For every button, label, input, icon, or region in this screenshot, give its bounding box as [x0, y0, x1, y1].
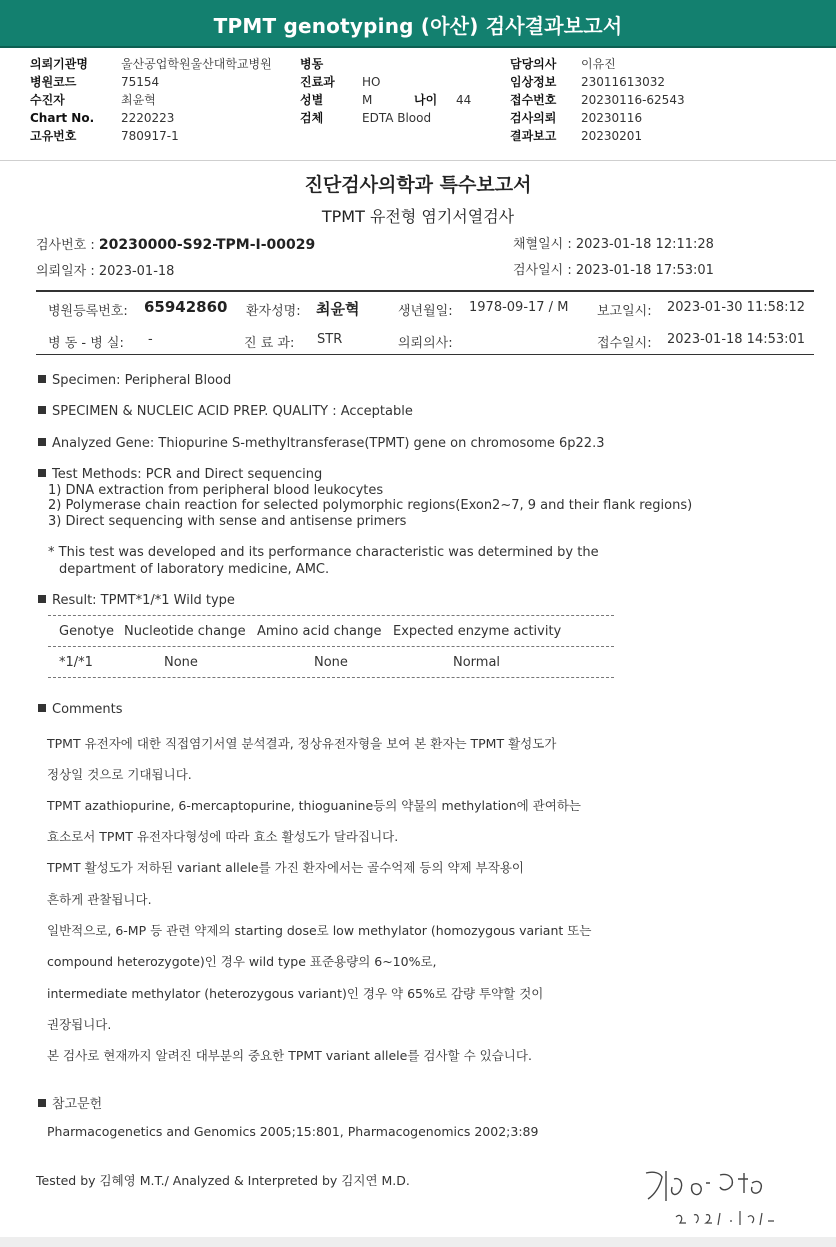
gene-section: [38, 436, 604, 451]
reg-no-value: 65942860: [144, 298, 228, 316]
receipt-no-value: 20230116-62543: [581, 93, 685, 107]
receipt-time-label: 접수일시:: [597, 336, 652, 351]
dept-label-top: 진료과: [300, 75, 335, 89]
report-title: TPMT genotyping (아산) 검사결과보고서: [213, 14, 623, 38]
report-subheading: TPMT 유전형 염기서열검사: [321, 207, 515, 226]
patient-box-bottom-line: [36, 354, 814, 355]
result-report-label: 결과보고: [510, 129, 557, 143]
comment-line: TPMT 활성도가 저하된 variant allele를 가진 환자에서는 골수억제 등의 약제 부작용이: [47, 860, 524, 875]
birth-value: 1978-09-17 / M: [469, 300, 569, 315]
report-title-bar: [0, 0, 836, 48]
comment-line: 본 검사로 현재까지 알려진 대부분의 중요한 TPMT variant allele를 검사할 수 있습니다.: [47, 1048, 532, 1063]
name-label: 환자성명:: [246, 304, 301, 319]
exam-number-value: 20230000-S92-TPM-I-00029: [98, 237, 316, 253]
age-label: 나이: [414, 93, 438, 107]
clinical-info-value: 23011613032: [581, 75, 665, 89]
result-amino-value: None: [314, 655, 348, 670]
dept-label: 진 료 과:: [244, 336, 295, 351]
org-value: 울산공업학원울산대학교병원: [121, 57, 272, 71]
quality-section: [38, 404, 413, 419]
page-footer-strip: [0, 1237, 836, 1247]
references-text: Pharmacogenetics and Genomics 2005;15:801, Pharmacogenomics 2002;3:89: [47, 1124, 539, 1139]
unique-no-label: 고유번호: [30, 129, 77, 143]
org-label: 의뢰기관명: [30, 57, 88, 71]
result-report-value: 20230201: [581, 129, 643, 143]
comment-line: 정상일 것으로 기대됩니다.: [47, 767, 192, 782]
specimen-text: Specimen: Peripheral Blood: [52, 373, 232, 388]
comment-line: compound heterozygote)인 경우 wild type 표준용량의 6~10%로,: [47, 954, 437, 969]
requesting-doctor-label: 의뢰의사:: [398, 336, 453, 351]
comment-line: TPMT 유전자에 대한 직접염기서열 분석결과, 정상유전자형을 보여 본 환자는 TPMT 활성도가: [47, 736, 557, 751]
method-item-1: 1) DNA extraction from peripheral blood leukocytes: [48, 483, 384, 498]
comment-line: 효소로서 TPMT 유전자다형성에 따라 효소 활성도가 달라집니다.: [47, 829, 399, 844]
comment-line: TPMT azathiopurine, 6-mercaptopurine, thioguanine등의 약물의 methylation에 관여하는: [47, 798, 581, 813]
report-time-label: 보고일시:: [597, 304, 652, 319]
result-table-mid-line: [48, 646, 614, 647]
handwritten-signature: [640, 1165, 810, 1235]
exam-number: [36, 234, 315, 253]
report-time-value: 2023-01-30 11:58:12: [667, 300, 806, 315]
specimen-section: [38, 373, 231, 388]
result-header-genotype: Genotye: [59, 624, 115, 639]
sex-label: 성별: [300, 93, 324, 107]
test-date: 검사일시 : 2023-01-18 17:53:01: [513, 263, 714, 278]
request-label-top: 검사의뢰: [510, 111, 557, 125]
ward-label: 병 동 - 병 실:: [48, 336, 124, 351]
note-line-1: * This test was developed and its performance characteristic was determined by the: [48, 545, 599, 560]
patient-value: 최윤혁: [121, 93, 156, 107]
header-info-col1: [30, 55, 272, 145]
specimen-value-top: EDTA Blood: [362, 111, 432, 125]
header-info-col2: [300, 55, 471, 127]
birth-label: 생년월일:: [398, 304, 453, 319]
hospital-code-value: 75154: [121, 75, 160, 89]
request-value-top: 20230116: [581, 111, 643, 125]
references-section: [38, 1093, 102, 1112]
comment-line: 흔하게 관찰됩니다.: [47, 892, 152, 907]
methods-section: [38, 467, 322, 482]
bullet-square-icon: [38, 595, 46, 603]
result-header-amino: Amino acid change: [257, 624, 382, 639]
name-value: 최윤혁: [316, 300, 360, 318]
result-table-top-line: [48, 615, 614, 616]
header-divider: [0, 160, 836, 161]
comment-line: 일반적으로, 6-MP 등 관련 약제의 starting dose로 low methylator (homozygous variant 또는: [47, 923, 592, 938]
unique-no-value: 780917-1: [121, 129, 179, 143]
bullet-square-icon: [38, 469, 46, 477]
receipt-no-label: 접수번호: [510, 93, 557, 107]
comments-section: [38, 702, 122, 717]
patient-label: 수진자: [30, 93, 65, 107]
comment-line: 권장됩니다.: [47, 1017, 112, 1032]
result-genotype-value: *1/*1: [59, 655, 93, 670]
result-section: [38, 593, 235, 608]
tested-by: Tested by 김혜영 M.T./ Analyzed & Interpreted by 김지연 M.D.: [36, 1173, 410, 1188]
method-item-3: 3) Direct sequencing with sense and antisense primers: [48, 514, 407, 529]
result-header-nucleotide: Nucleotide change: [124, 624, 246, 639]
quality-text: SPECIMEN & NUCLEIC ACID PREP. QUALITY : Acceptable: [52, 404, 413, 419]
ward-value: -: [148, 332, 153, 347]
result-nucleotide-value: None: [164, 655, 198, 670]
doctor-value-top: 이유진: [581, 57, 616, 71]
patient-box-top-line: [36, 290, 814, 292]
bullet-square-icon: [38, 406, 46, 414]
sex-value: M: [362, 93, 373, 107]
comment-line: intermediate methylator (heterozygous variant)인 경우 약 65%로 감량 투약할 것이: [47, 986, 544, 1001]
comments-title: Comments: [52, 702, 123, 717]
bullet-square-icon: [38, 704, 46, 712]
references-title: 참고문헌: [52, 1097, 103, 1112]
result-header-enzyme: Expected enzyme activity: [393, 624, 562, 639]
bullet-square-icon: [38, 1099, 46, 1107]
gene-text: Analyzed Gene: Thiopurine S-methyltransferase(TPMT) gene on chromosome 6p22.3: [52, 436, 605, 451]
clinical-info-label: 임상정보: [510, 75, 557, 89]
reg-no-label: 병원등록번호:: [48, 304, 128, 319]
doctor-label-top: 담당의사: [510, 57, 557, 71]
result-enzyme-value: Normal: [453, 655, 501, 670]
method-item-2: 2) Polymerase chain reaction for selected polymorphic regions(Exon2~7, 9 and their flank regions): [48, 498, 693, 513]
request-date: 의뢰일자 : 2023-01-18: [36, 264, 175, 279]
bullet-square-icon: [38, 438, 46, 446]
chart-no-value: 2220223: [121, 111, 175, 125]
result-title: Result: TPMT*1/*1 Wild type: [52, 593, 235, 608]
specimen-label-top: 검체: [300, 111, 324, 125]
collect-date: 채혈일시 : 2023-01-18 12:11:28: [513, 237, 714, 252]
age-value: 44: [456, 93, 472, 107]
dept-value-top: HO: [362, 75, 381, 89]
note-line-2: department of laboratory medicine, AMC.: [59, 562, 330, 577]
receipt-time-value: 2023-01-18 14:53:01: [667, 332, 806, 347]
bullet-square-icon: [38, 375, 46, 383]
report-heading: 진단검사의학과 특수보고서: [304, 174, 532, 196]
dept-value: STR: [317, 332, 343, 347]
exam-number-label: 검사번호 :: [36, 238, 95, 253]
result-table-bottom-line: [48, 677, 614, 678]
methods-title: Test Methods: PCR and Direct sequencing: [52, 467, 323, 482]
hospital-code-label: 병원코드: [30, 75, 77, 89]
chart-no-label: Chart No.: [30, 111, 95, 125]
header-info-col3: [510, 55, 685, 145]
ward-label-top: 병동: [300, 57, 324, 71]
